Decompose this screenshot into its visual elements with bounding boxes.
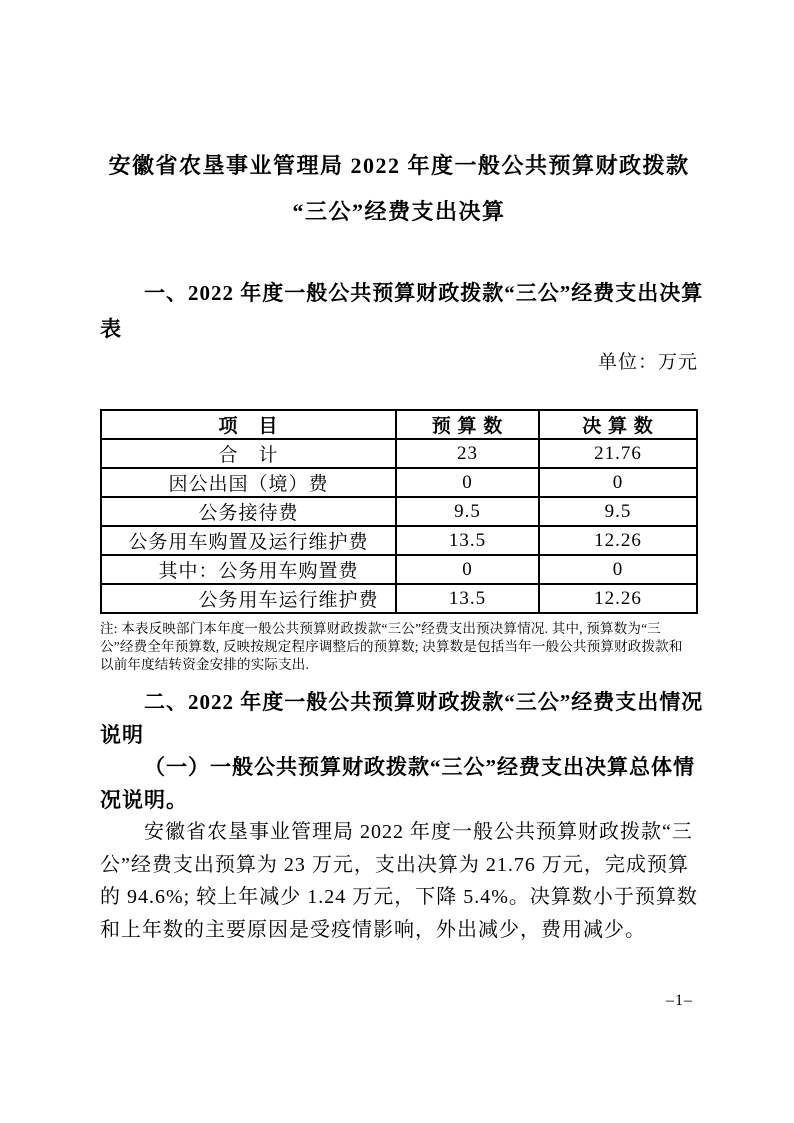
row-final-value: 21.76 xyxy=(539,439,697,468)
footnote-line-2: 公”经费全年预算数, 反映按规定程序调整后的预算数; 决算数是包括当年一般公共预算财政拨款和 xyxy=(100,639,683,654)
table-row-reception-fee xyxy=(101,497,697,526)
three-public-expense-table xyxy=(100,409,698,614)
section2-subheading-line-2: 况说明。 xyxy=(100,787,188,812)
document-title xyxy=(100,143,698,235)
table-row-vehicle-total-fee xyxy=(101,526,697,555)
title-line-2: “三公”经费支出决算 xyxy=(292,199,506,224)
row-final-value: 0 xyxy=(539,468,697,497)
table-header-item: 项 目 xyxy=(101,410,396,439)
row-budget-value: 13.5 xyxy=(396,526,539,555)
row-item-label: 公务接待费 xyxy=(101,497,396,526)
row-item-label: 合 计 xyxy=(101,439,396,468)
document-content xyxy=(100,0,704,946)
table-header-row xyxy=(101,410,697,439)
table-row-abroad-fee xyxy=(101,468,697,497)
row-item-label: 公务用车购置及运行维护费 xyxy=(101,526,396,555)
row-final-value: 12.26 xyxy=(539,584,697,613)
row-final-value: 0 xyxy=(539,555,697,584)
row-budget-value: 13.5 xyxy=(396,584,539,613)
unit-label: 单位：万元 xyxy=(597,352,698,373)
footnote-line-1: 注: 本表反映部门本年度一般公共预算财政拨款“三公”经费支出预决算情况. 其中, 预算数为“三 xyxy=(100,621,662,636)
row-budget-value: 9.5 xyxy=(396,497,539,526)
row-budget-value: 0 xyxy=(396,555,539,584)
table-row-vehicle-operation-fee xyxy=(101,584,697,613)
paragraph-line-4: 和上年数的主要原因是受疫情影响，外出减少，费用减少。 xyxy=(100,918,646,941)
row-final-value: 9.5 xyxy=(539,497,697,526)
row-item-label: 公务用车运行维护费 xyxy=(101,584,396,613)
row-budget-value: 0 xyxy=(396,468,539,497)
table-header-budget: 预 算 数 xyxy=(396,410,539,439)
paragraph-line-2: 公”经费支出预算为 23 万元，支出决算为 21.76 万元，完成预算 xyxy=(100,853,689,876)
section2-heading xyxy=(100,686,704,751)
table-header-final: 决 算 数 xyxy=(539,410,697,439)
table-footnote xyxy=(100,620,698,674)
section1-heading-line-2: 表 xyxy=(100,317,122,341)
table-row-total xyxy=(101,439,697,468)
row-item-label: 其中：公务用车购置费 xyxy=(101,555,396,584)
footnote-line-3: 以前年度结转资金安排的实际支出. xyxy=(100,657,310,672)
section1-heading xyxy=(100,275,704,347)
body-paragraph xyxy=(100,816,698,946)
section2-heading-line-1: 二、2022 年度一般公共预算财政拨款“三公”经费支出情况 xyxy=(144,690,704,714)
row-final-value: 12.26 xyxy=(539,526,697,555)
row-budget-value: 23 xyxy=(396,439,539,468)
section2-heading-line-2: 说明 xyxy=(100,722,144,747)
section2-subheading xyxy=(100,751,698,816)
title-line-1: 安徽省农垦事业管理局 2022 年度一般公共预算财政拨款 xyxy=(108,153,690,178)
section2-subheading-line-1: （一）一般公共预算财政拨款“三公”经费支出决算总体情 xyxy=(144,755,695,779)
row-item-label: 因公出国（境）费 xyxy=(101,468,396,497)
page-number: –1– xyxy=(666,992,693,1009)
table-row-vehicle-purchase-fee xyxy=(101,555,697,584)
section1-heading-line-1: 一、2022 年度一般公共预算财政拨款“三公”经费支出决算 xyxy=(144,281,704,305)
paragraph-line-3: 的 94.6%; 较上年减少 1.24 万元，下降 5.4%。决算数小于预算数 xyxy=(100,886,698,908)
paragraph-line-1: 安徽省农垦事业管理局 2022 年度一般公共预算财政拨款“三 xyxy=(144,821,693,843)
